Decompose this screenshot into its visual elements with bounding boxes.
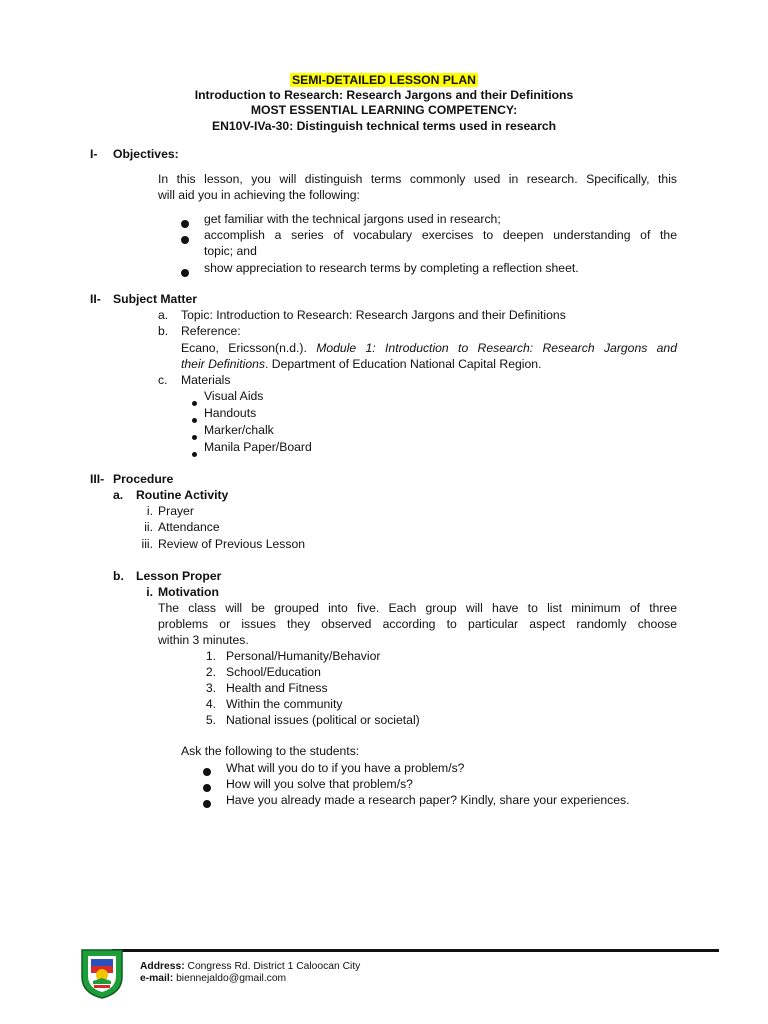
motivation-line1: The class will be grouped into five. Each group will have to list minimum of three <box>158 601 677 615</box>
objectives-intro-line2: will aid you in achieving the following: <box>158 188 360 202</box>
aspect-number: 4. <box>205 697 216 711</box>
motivation-line3: within 3 minutes. <box>158 633 249 647</box>
materials-label: Materials <box>181 373 231 387</box>
topic-line: Topic: Introduction to Research: Research Jargons and their Definitions <box>181 308 566 322</box>
question-item: Have you already made a research paper? Kindly, share your experiences. <box>226 793 630 807</box>
material-item: Marker/chalk <box>204 423 274 437</box>
bullet-icon <box>181 217 189 231</box>
aspect-number: 3. <box>205 681 216 695</box>
objectives-intro-line1: In this lesson, you will distinguish terms commonly used in research. Specifically, this <box>158 172 677 186</box>
competency-label: MOST ESSENTIAL LEARNING COMPETENCY: <box>250 103 518 117</box>
aspect-item: National issues (political or societal) <box>226 713 420 727</box>
bullet-icon <box>203 797 211 811</box>
aspect-item: Personal/Humanity/Behavior <box>226 649 381 663</box>
reference-author: Ecano, Ericsson(n.d.). <box>181 341 307 355</box>
section-number-subject-matter: II- <box>90 292 101 306</box>
motivation-heading: Motivation <box>158 585 219 599</box>
roman-numeral: i. <box>146 504 153 518</box>
reference-line2 <box>181 357 541 371</box>
address-value: Congress Rd. District 1 Caloocan City <box>187 961 361 972</box>
list-letter: a. <box>158 308 169 322</box>
bullet-icon <box>203 765 211 779</box>
objective-item: get familiar with the technical jargons used in research; <box>204 212 501 226</box>
section-number-objectives: I- <box>90 147 98 161</box>
section-heading-objectives: Objectives: <box>113 147 179 161</box>
bullet-icon <box>181 266 189 280</box>
list-letter: b. <box>113 569 124 583</box>
footer-address <box>140 961 360 972</box>
aspect-item: Within the community <box>226 697 343 711</box>
reference-title-continued: their Definitions <box>181 357 265 371</box>
motivation-line2: problems or issues they observed according to particular aspect randomly choose <box>158 617 677 631</box>
email-label: e-mail: <box>140 973 174 984</box>
doc-title <box>0 73 768 87</box>
material-item: Handouts <box>204 406 257 420</box>
bullet-icon <box>192 446 197 460</box>
routine-item: Review of Previous Lesson <box>158 537 305 551</box>
footer-divider <box>112 949 719 952</box>
address-label: Address: <box>140 961 185 972</box>
ask-intro: Ask the following to the students: <box>181 744 360 758</box>
reference-line1 <box>181 341 677 355</box>
section-number-procedure: III- <box>90 472 105 486</box>
routine-heading: Routine Activity <box>136 488 229 502</box>
bullet-icon <box>192 395 197 409</box>
routine-item: Attendance <box>158 520 220 534</box>
bullet-icon <box>181 233 189 247</box>
objective-item-continued: topic; and <box>204 244 257 258</box>
objective-item: show appreciation to research terms by completing a reflection sheet. <box>204 261 579 275</box>
material-item: Manila Paper/Board <box>204 440 312 454</box>
bullet-icon <box>192 429 197 443</box>
roman-numeral: i. <box>146 585 153 599</box>
section-heading-subject-matter: Subject Matter <box>113 292 197 306</box>
roman-numeral: ii. <box>144 520 153 534</box>
aspect-number: 5. <box>205 713 216 727</box>
routine-item: Prayer <box>158 504 194 518</box>
bullet-icon <box>192 412 197 426</box>
email-value: biennejaldo@gmail.com <box>176 973 287 984</box>
question-item: How will you solve that problem/s? <box>226 777 413 791</box>
aspect-item: School/Education <box>226 665 321 679</box>
list-letter: a. <box>113 488 124 502</box>
competency: EN10V-IVa-30: Distinguish technical terms used in research <box>211 119 557 133</box>
bullet-icon <box>203 781 211 795</box>
list-letter: c. <box>158 373 168 387</box>
list-letter: b. <box>158 324 169 338</box>
aspect-number: 1. <box>205 649 216 663</box>
footer-email <box>140 973 286 984</box>
reference-publisher: . Department of Education National Capital Region. <box>265 357 542 371</box>
doc-subtitle: Introduction to Research: Research Jargons and their Definitions <box>194 88 574 102</box>
reference-label: Reference: <box>181 324 241 338</box>
aspect-item: Health and Fitness <box>226 681 328 695</box>
material-item: Visual Aids <box>204 389 264 403</box>
roman-numeral: iii. <box>141 537 153 551</box>
question-item: What will you do to if you have a problem/s? <box>226 761 465 775</box>
section-heading-procedure: Procedure <box>113 472 174 486</box>
reference-title: Module 1: Introduction to Research: Research Jargons and <box>316 341 677 355</box>
objective-item: accomplish a series of vocabulary exercises to deepen understanding of the <box>204 228 677 242</box>
lesson-proper-heading: Lesson Proper <box>136 569 222 583</box>
aspect-number: 2. <box>205 665 216 679</box>
doc-title-text: SEMI-DETAILED LESSON PLAN <box>292 73 476 87</box>
school-logo-icon <box>79 947 125 999</box>
